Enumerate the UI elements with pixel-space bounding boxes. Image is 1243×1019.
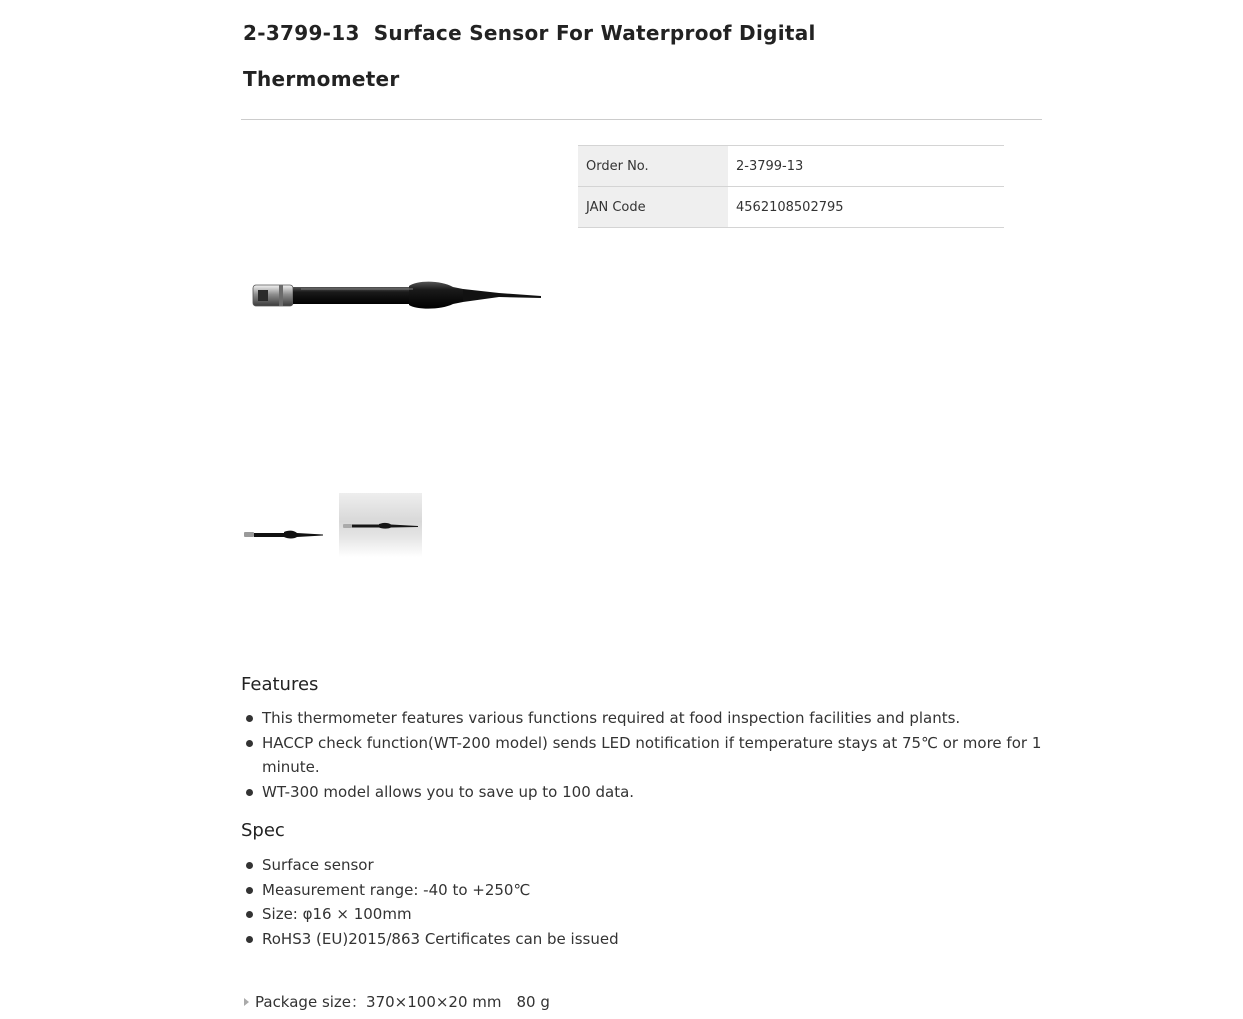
- order-number-value: 2-3799-13: [728, 146, 1004, 187]
- features-list: [241, 706, 1042, 804]
- jan-code-label: JAN Code: [578, 187, 728, 228]
- table-row: [578, 146, 1004, 187]
- product-name: Surface Sensor For Waterproof Digital Thermometer: [243, 21, 816, 91]
- order-number-label: Order No.: [578, 146, 728, 187]
- list-item: Measurement range: -40 to +250℃: [241, 878, 1042, 903]
- page-title: [243, 10, 823, 102]
- sensor-probe-thumbnail: [241, 493, 324, 557]
- package-size-text: Package size：370×100×20 mm 80 g: [255, 993, 550, 1011]
- title-divider: [241, 119, 1042, 120]
- package-info: [241, 991, 550, 1013]
- list-item: WT-300 model allows you to save up to 100 data.: [241, 780, 1042, 805]
- features-heading: Features: [241, 674, 319, 695]
- list-item: RoHS3 (EU)2015/863 Certificates can be issued: [241, 927, 1042, 952]
- product-code: 2-3799-13: [243, 21, 360, 45]
- spec-list: [241, 853, 1042, 951]
- list-item: Size: φ16 × 100mm: [241, 902, 1042, 927]
- table-row: [578, 187, 1004, 228]
- sensor-probe-image: [241, 140, 561, 460]
- thumbnail-2[interactable]: [339, 493, 422, 557]
- thumbnail-1[interactable]: [241, 493, 324, 557]
- list-item: This thermometer features various functions required at food inspection facilities and plants.: [241, 706, 1042, 731]
- spec-heading: Spec: [241, 820, 285, 841]
- jan-code-value: 4562108502795: [728, 187, 1004, 228]
- list-item: Surface sensor: [241, 853, 1042, 878]
- main-product-image: [241, 140, 561, 460]
- arrow-right-icon: [244, 998, 249, 1006]
- order-info-table: [578, 145, 1004, 228]
- sensor-probe-gray-background-thumbnail: [339, 493, 422, 557]
- list-item: HACCP check function(WT-200 model) sends LED notification if temperature stays at 75℃ or more for 1 minute.: [241, 731, 1042, 780]
